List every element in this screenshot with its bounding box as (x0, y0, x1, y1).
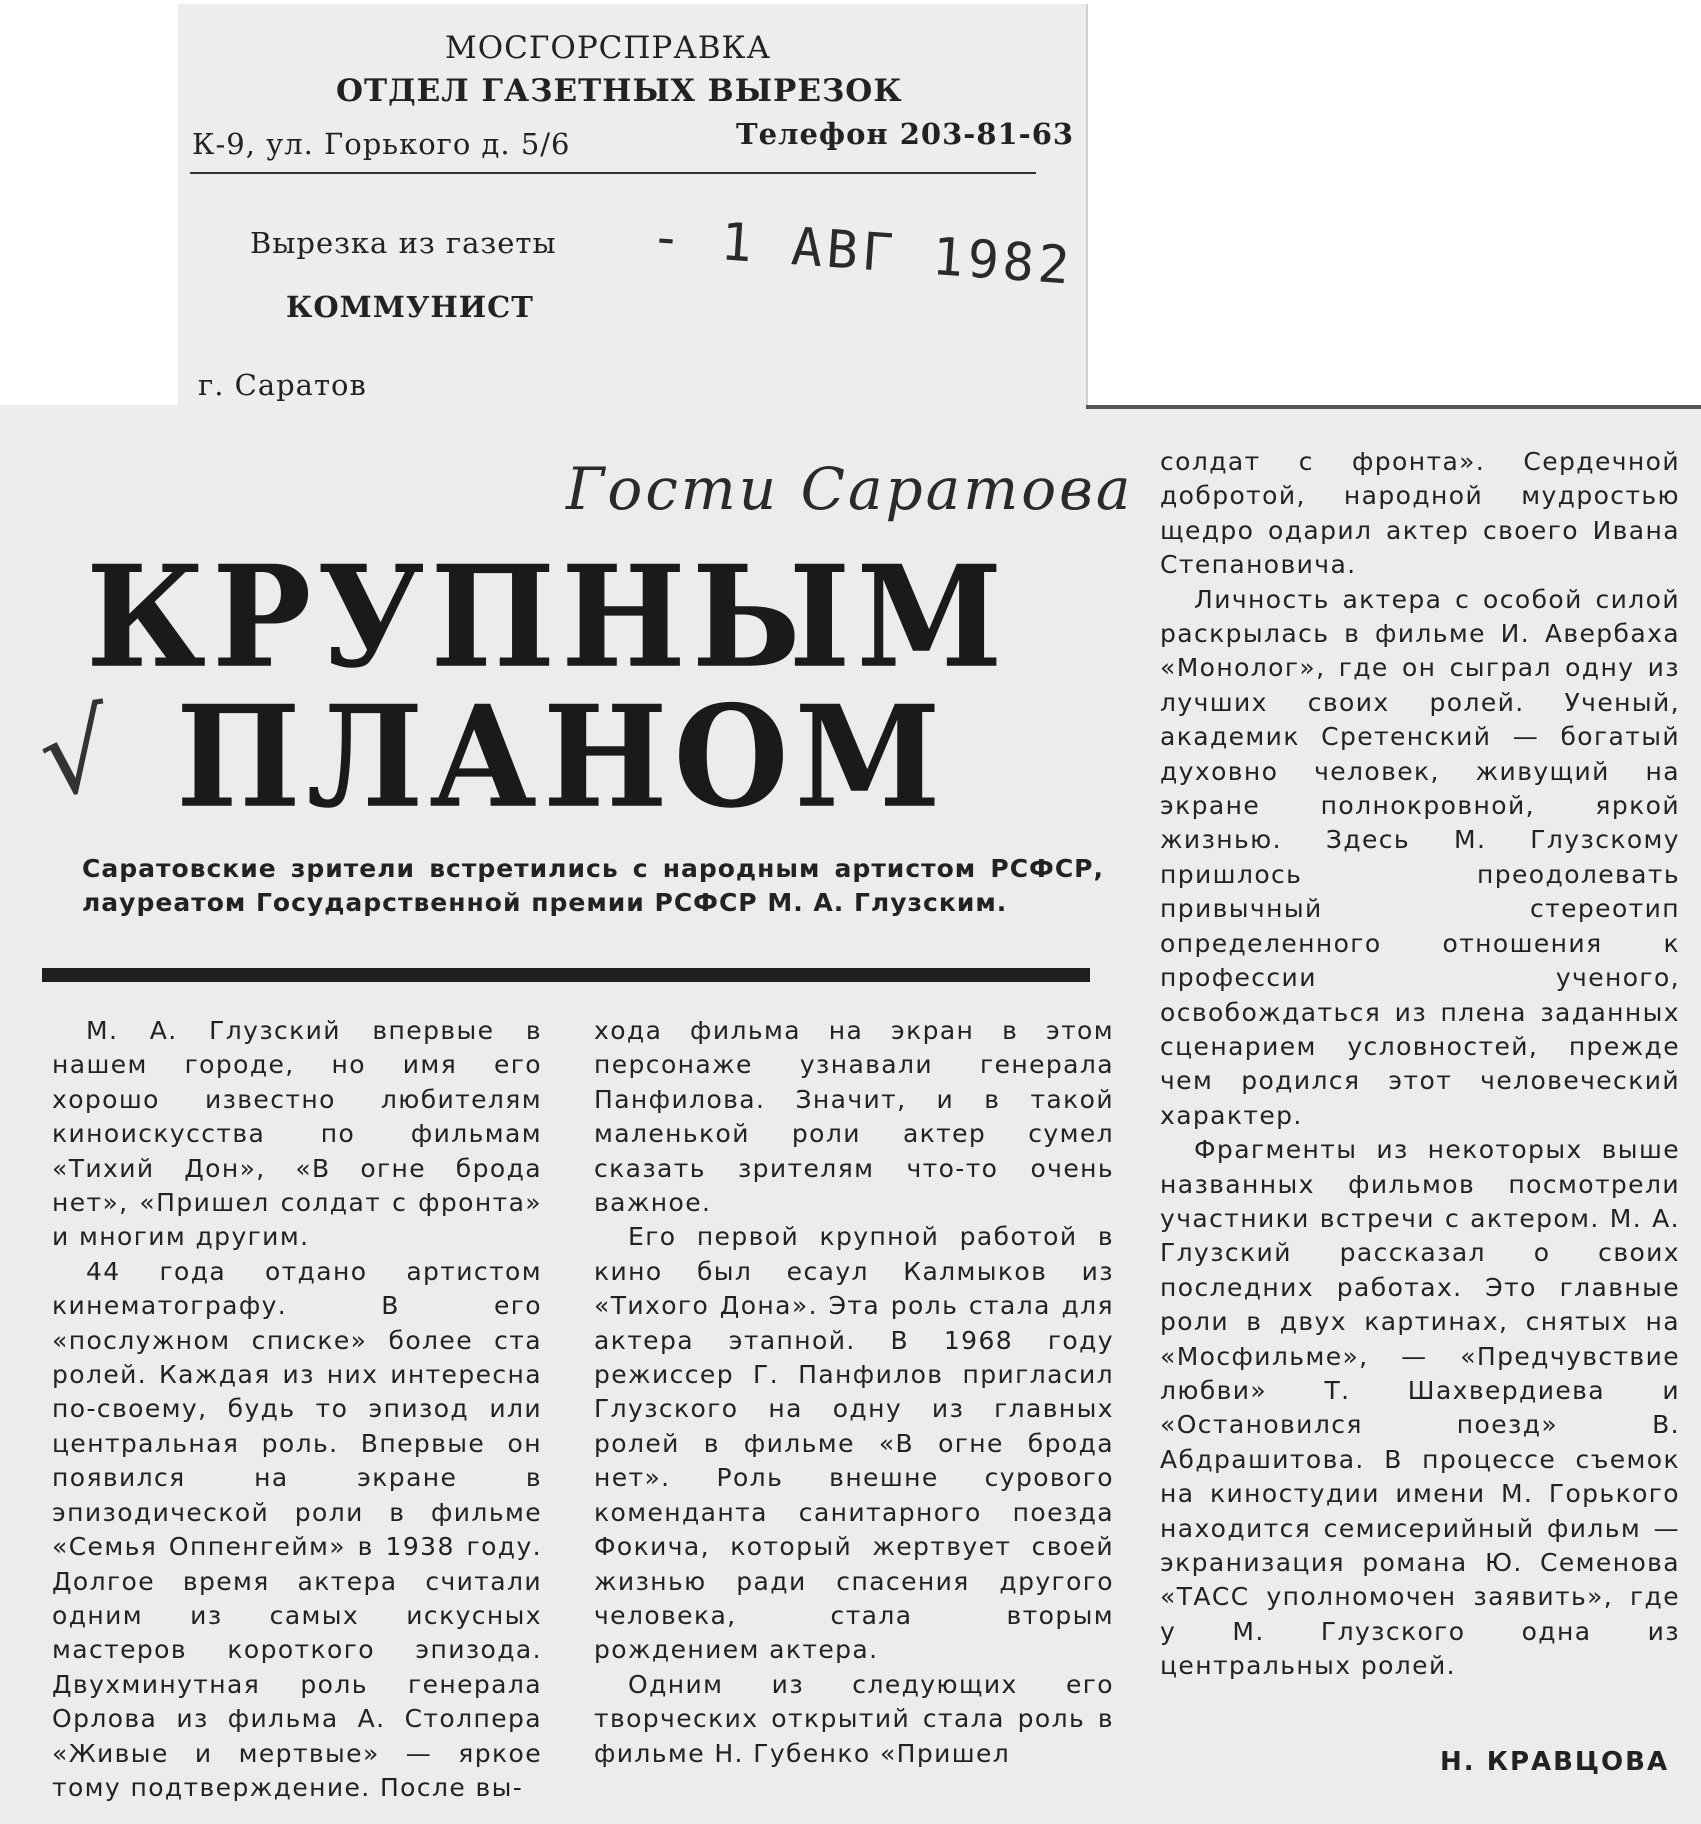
paragraph (594, 1220, 1114, 1667)
phone: Телефон 203-81-63 (736, 117, 1075, 151)
city-name: г. Саратов (198, 368, 367, 402)
lead-divider (42, 968, 1090, 982)
newspaper-name: КОММУНИСТ (286, 290, 534, 324)
paragraph-text: Его первой крупной работой в кино был есаул Калмыков из «Тихого Дона». Эта роль стала для актера этапной. В 1968 году режиссер Г. Панфилов пригласил Глузского на одну из главных ролей в фильме «В огне брода нет». Роль внешне сурового коменданта санитарного поезда Фокича, который жертвует своей жизнью ради спасения другого человека, стала вторым рождением актера. (594, 1222, 1114, 1665)
paragraph-text: хода фильма на экран в этом персонаже узнавали генерала Панфилова. Значит, и в такой маленькой роли актер сумел сказать зрителям что-то очень важное. (594, 1016, 1114, 1218)
headline-line-1: КРУПНЫМ (86, 535, 1009, 700)
handwritten-check-mark: √ (31, 685, 119, 823)
header-divider (190, 172, 1036, 174)
clipping-from-label: Вырезка из газеты (250, 226, 557, 260)
headline-line-2: ПЛАНОМ (176, 675, 947, 840)
paragraph (52, 1255, 542, 1806)
column-1 (52, 1014, 542, 1805)
column-2 (594, 1014, 1114, 1771)
department-name: ОТДЕЛ ГАЗЕТНЫХ ВЫРЕЗОК (336, 73, 903, 109)
sheet-edge (1086, 405, 1701, 409)
address: К-9, ул. Горького д. 5/6 (192, 127, 571, 161)
paragraph-text: Фрагменты из некоторых выше названных фильмов посмотрели участники встречи с актером. М. А. Глузский рассказал о своих последних работах. Это главные роли в двух картинах, снятых на «Мосфильме», — «Предчувствие любви» Т. Шахвердиева и «Остановился поезд» В. Абдрашитова. В процессе съемок на киностудии имени М. Горького находится семисерийный фильм — экранизация романа Ю. Семенова «ТАСС уполномочен заявить», где у М. Глузского одна из центральных ролей. (1160, 1135, 1680, 1681)
org-name: МОСГОРСПРАВКА (445, 30, 772, 66)
paragraph-text: Одним из следующих его творческих открытий стала роль в фильме Н. Губенко «Пришел (594, 1669, 1114, 1768)
paragraph (52, 1014, 542, 1255)
paragraph (594, 1014, 1114, 1220)
date-stamp: - 1 АВГ 1982 (648, 207, 1076, 297)
paragraph-text: 44 года отдано артистом кинематографу. В его «послужном списке» более ста ролей. Каждая из них интересна по-своему, будь то эпизод или центральная роль. Впервые он появился на экране в эпизодической роли в фильме «Семья Оппенгейм» в 1938 году. Долгое время актера считали одним из самых искусных мастеров короткого эпизода. Двухминутная роль генерала Орлова из фильма А. Столпера «Живые и мертвые» — яркое тому подтверждение. После вы- (52, 1256, 542, 1802)
column-3 (1160, 445, 1680, 1684)
paragraph (1160, 445, 1680, 583)
paragraph (594, 1668, 1114, 1771)
paragraph-text: М. А. Глузский впервые в нашем городе, но имя его хорошо известно любителям киноискусства по фильмам «Тихий Дон», «В огне брода нет», «Пришел солдат с фронта» и многим другим. (52, 1016, 542, 1252)
author-byline: Н. КРАВЦОВА (1440, 1747, 1670, 1777)
paragraph-text: солдат с фронта». Сердечной добротой, народной мудростью щедро одарил актер своего Ивана Степановича. (1160, 447, 1680, 580)
paragraph-text: Личность актера с особой силой раскрылась в фильме И. Авербаха «Монолог», где он сыграл одну из лучших своих ролей. Ученый, академик Сретенский — богатый духовно человек, живущий на экране полнокровной, яркой жизнью. Здесь М. Глузскому пришлось преодолевать привычный стереотип определенного отношения к профессии ученого, освобождаться из плена заданных сценарием условностей, прежде чем родился этот человеческий характер. (1160, 584, 1680, 1130)
paragraph (1160, 1133, 1680, 1684)
article-lead: Саратовские зрители встретились с народным артистом РСФСР, лауреатом Государственной премии РСФСР М. А. Глузским. (82, 854, 1104, 917)
paragraph (1160, 583, 1680, 1134)
article-kicker: Гости Саратова (566, 455, 1134, 523)
